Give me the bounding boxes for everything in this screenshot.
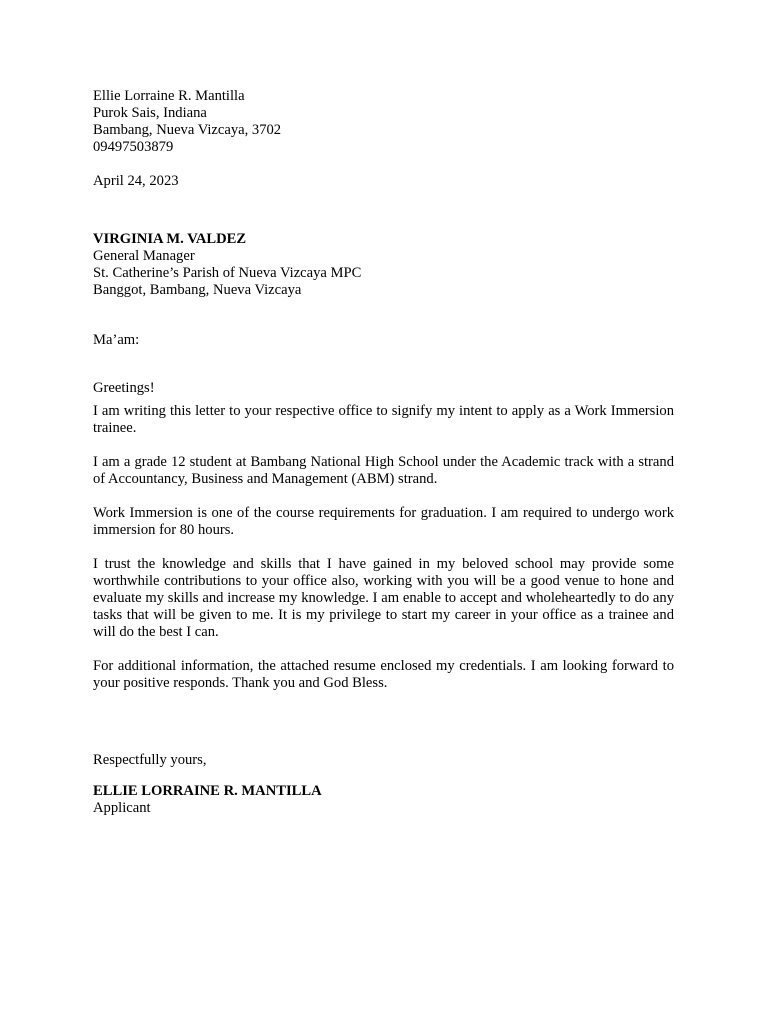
closing: Respectfully yours, bbox=[93, 752, 207, 768]
recipient-organization: St. Catherine’s Parish of Nueva Vizcaya MPC bbox=[93, 265, 362, 281]
sender-address-line1: Purok Sais, Indiana bbox=[93, 105, 207, 121]
letter-body bbox=[93, 88, 674, 817]
recipient-block bbox=[93, 231, 674, 299]
sender-name: Ellie Lorraine R. Mantilla bbox=[93, 88, 245, 104]
body-paragraph: For additional information, the attached resume enclosed my credentials. I am looking forward to your positive responds. Thank you and God Bless. bbox=[93, 658, 674, 691]
body-paragraph: I am writing this letter to your respective office to signify my intent to apply as a Work Immersion trainee. bbox=[93, 403, 674, 436]
body-paragraph: I am a grade 12 student at Bambang National High School under the Academic track with a strand of Accountancy, Business and Management (ABM) strand. bbox=[93, 454, 674, 487]
signature-role: Applicant bbox=[93, 800, 151, 816]
signature-name: ELLIE LORRAINE R. MANTILLA bbox=[93, 783, 322, 799]
letter-date: April 24, 2023 bbox=[93, 173, 179, 189]
salutation: Ma’am: bbox=[93, 332, 140, 348]
body-paragraph: I trust the knowledge and skills that I have gained in my beloved school may provide some worthwhile contributions to your office also, working with you will be a good venue to hone and evaluate my skills and increase my knowledge. I am enable to accept and wholeheartedly to do any tasks that will be given to me. It is my privilege to start my career in your office as a trainee and will do the best I can. bbox=[93, 556, 674, 640]
sender-phone: 09497503879 bbox=[93, 139, 174, 155]
signature-block bbox=[93, 783, 674, 817]
recipient-title: General Manager bbox=[93, 248, 195, 264]
body-paragraph: Work Immersion is one of the course requirements for graduation. I am required to undergo work immersion for 80 hours. bbox=[93, 505, 674, 538]
recipient-name: VIRGINIA M. VALDEZ bbox=[93, 231, 247, 247]
sender-block bbox=[93, 88, 674, 156]
recipient-address: Banggot, Bambang, Nueva Vizcaya bbox=[93, 282, 302, 298]
greeting: Greetings! bbox=[93, 380, 155, 396]
sender-address-line2: Bambang, Nueva Vizcaya, 3702 bbox=[93, 122, 282, 138]
